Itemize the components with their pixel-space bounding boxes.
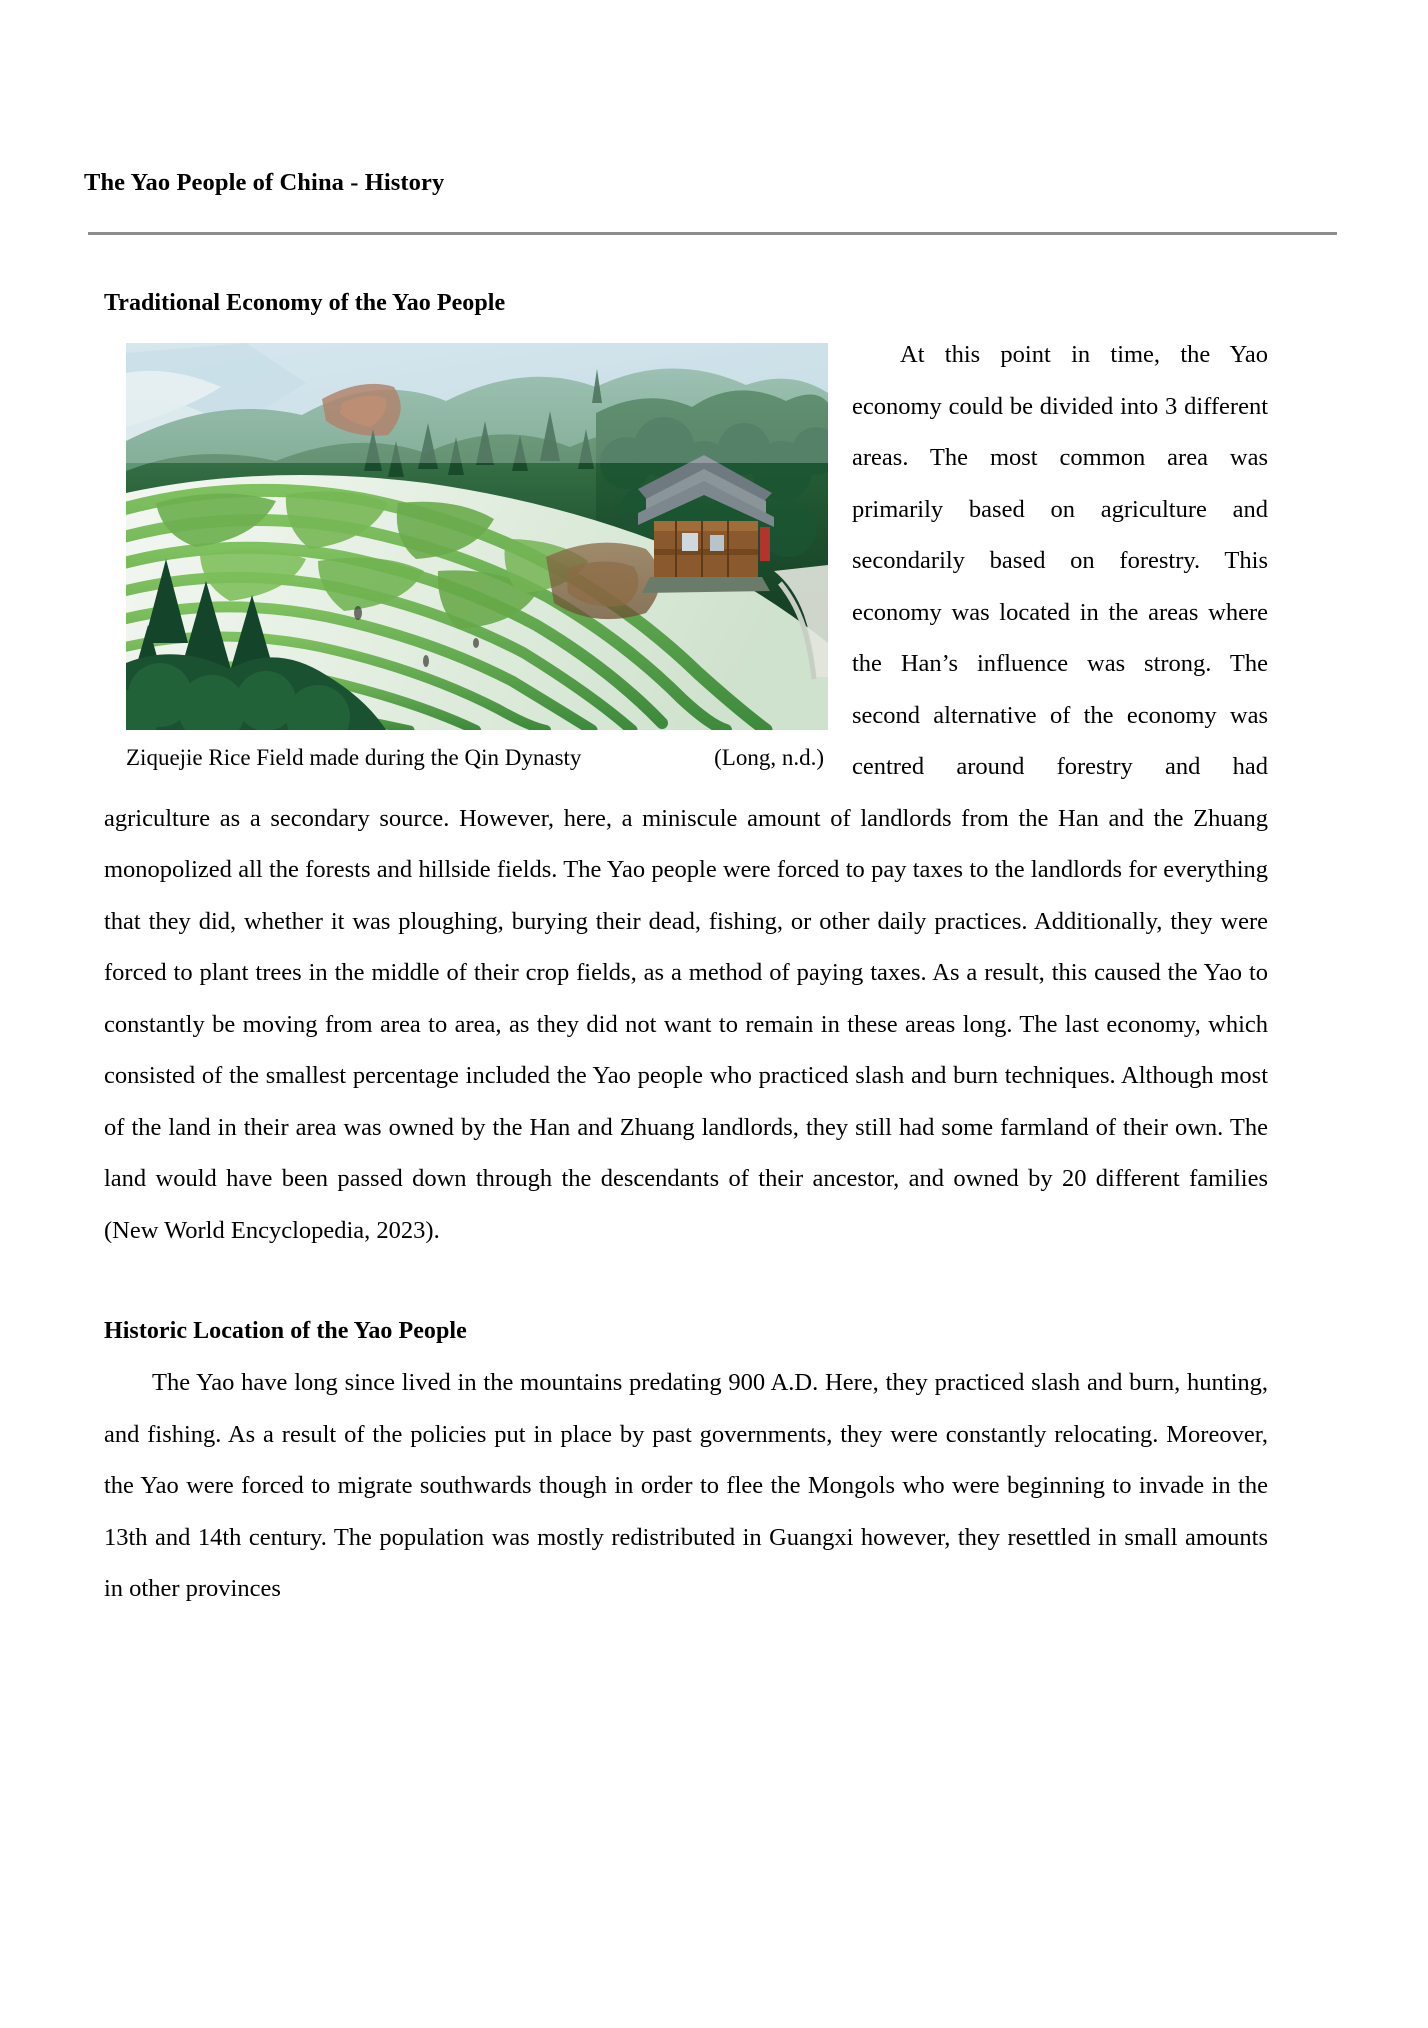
section-heading-historic-location: Historic Location of the Yao People bbox=[104, 1318, 467, 1344]
figure-image bbox=[126, 343, 828, 730]
heading-spacer-2 bbox=[104, 1346, 1268, 1357]
section-heading-traditional-economy: Traditional Economy of the Yao People bbox=[104, 290, 506, 316]
figure-caption-source: (Long, n.d.) bbox=[714, 745, 824, 770]
heading-spacer bbox=[104, 318, 1268, 329]
header-title: The Yao People of China - History bbox=[84, 169, 445, 196]
document-body bbox=[104, 288, 1268, 1615]
paragraph-historic-location bbox=[104, 1357, 1268, 1615]
figure-caption-text: Ziquejie Rice Field made during the Qin Dynasty bbox=[126, 745, 582, 770]
figure-caption-row bbox=[126, 730, 828, 773]
header-divider-rule bbox=[88, 232, 1337, 235]
paragraph-text-2: The Yao have long since lived in the mountains predating 900 A.D. Here, they practiced slash and burn, hunting, and fishing. As a result of the policies put in place by past governments, they were constantly relocating. Moreover, the Yao were forced to migrate southwards though in order to flee the Mongols who were beginning to invade in the 13th and 14th century. The population was mostly redistributed in Guangxi however, they resettled in small amounts in other provinces bbox=[104, 1369, 1268, 1602]
document-header bbox=[84, 168, 1337, 197]
section-spacer bbox=[104, 1256, 1268, 1316]
paragraph-text: At this point in time, the Yao economy could be divided into 3 different areas. The most common area was primarily based on agriculture and secondarily based on forestry. This economy was located in the areas where the Han’s influence was strong. The second alternative of the economy was centred around forestry and had agriculture as a secondary source. However, here, a miniscule amount of landlords from the Han and the Zhuang monopolized all the forests and hillside fields. The Yao people were forced to pay taxes to the landlords for everything that they did, whether it was ploughing, burying their dead, fishing, or other daily practices. Additionally, they were forced to plant trees in the middle of their crop fields, as a method of paying taxes. As a result, this caused the Yao to constantly be moving from area to area, as they did not want to remain in these areas long. The last economy, which consisted of the smallest percentage included the Yao people who practiced slash and burn techniques. Although most of the land in their area was owned by the Han and Zhuang landlords, they still had some farmland of their own. The land would have been passed down through the descendants of their ancestor, and owned by 20 different families (New World Encyclopedia, 2023). bbox=[104, 341, 1268, 1244]
figure-rice-terraces bbox=[126, 343, 828, 773]
